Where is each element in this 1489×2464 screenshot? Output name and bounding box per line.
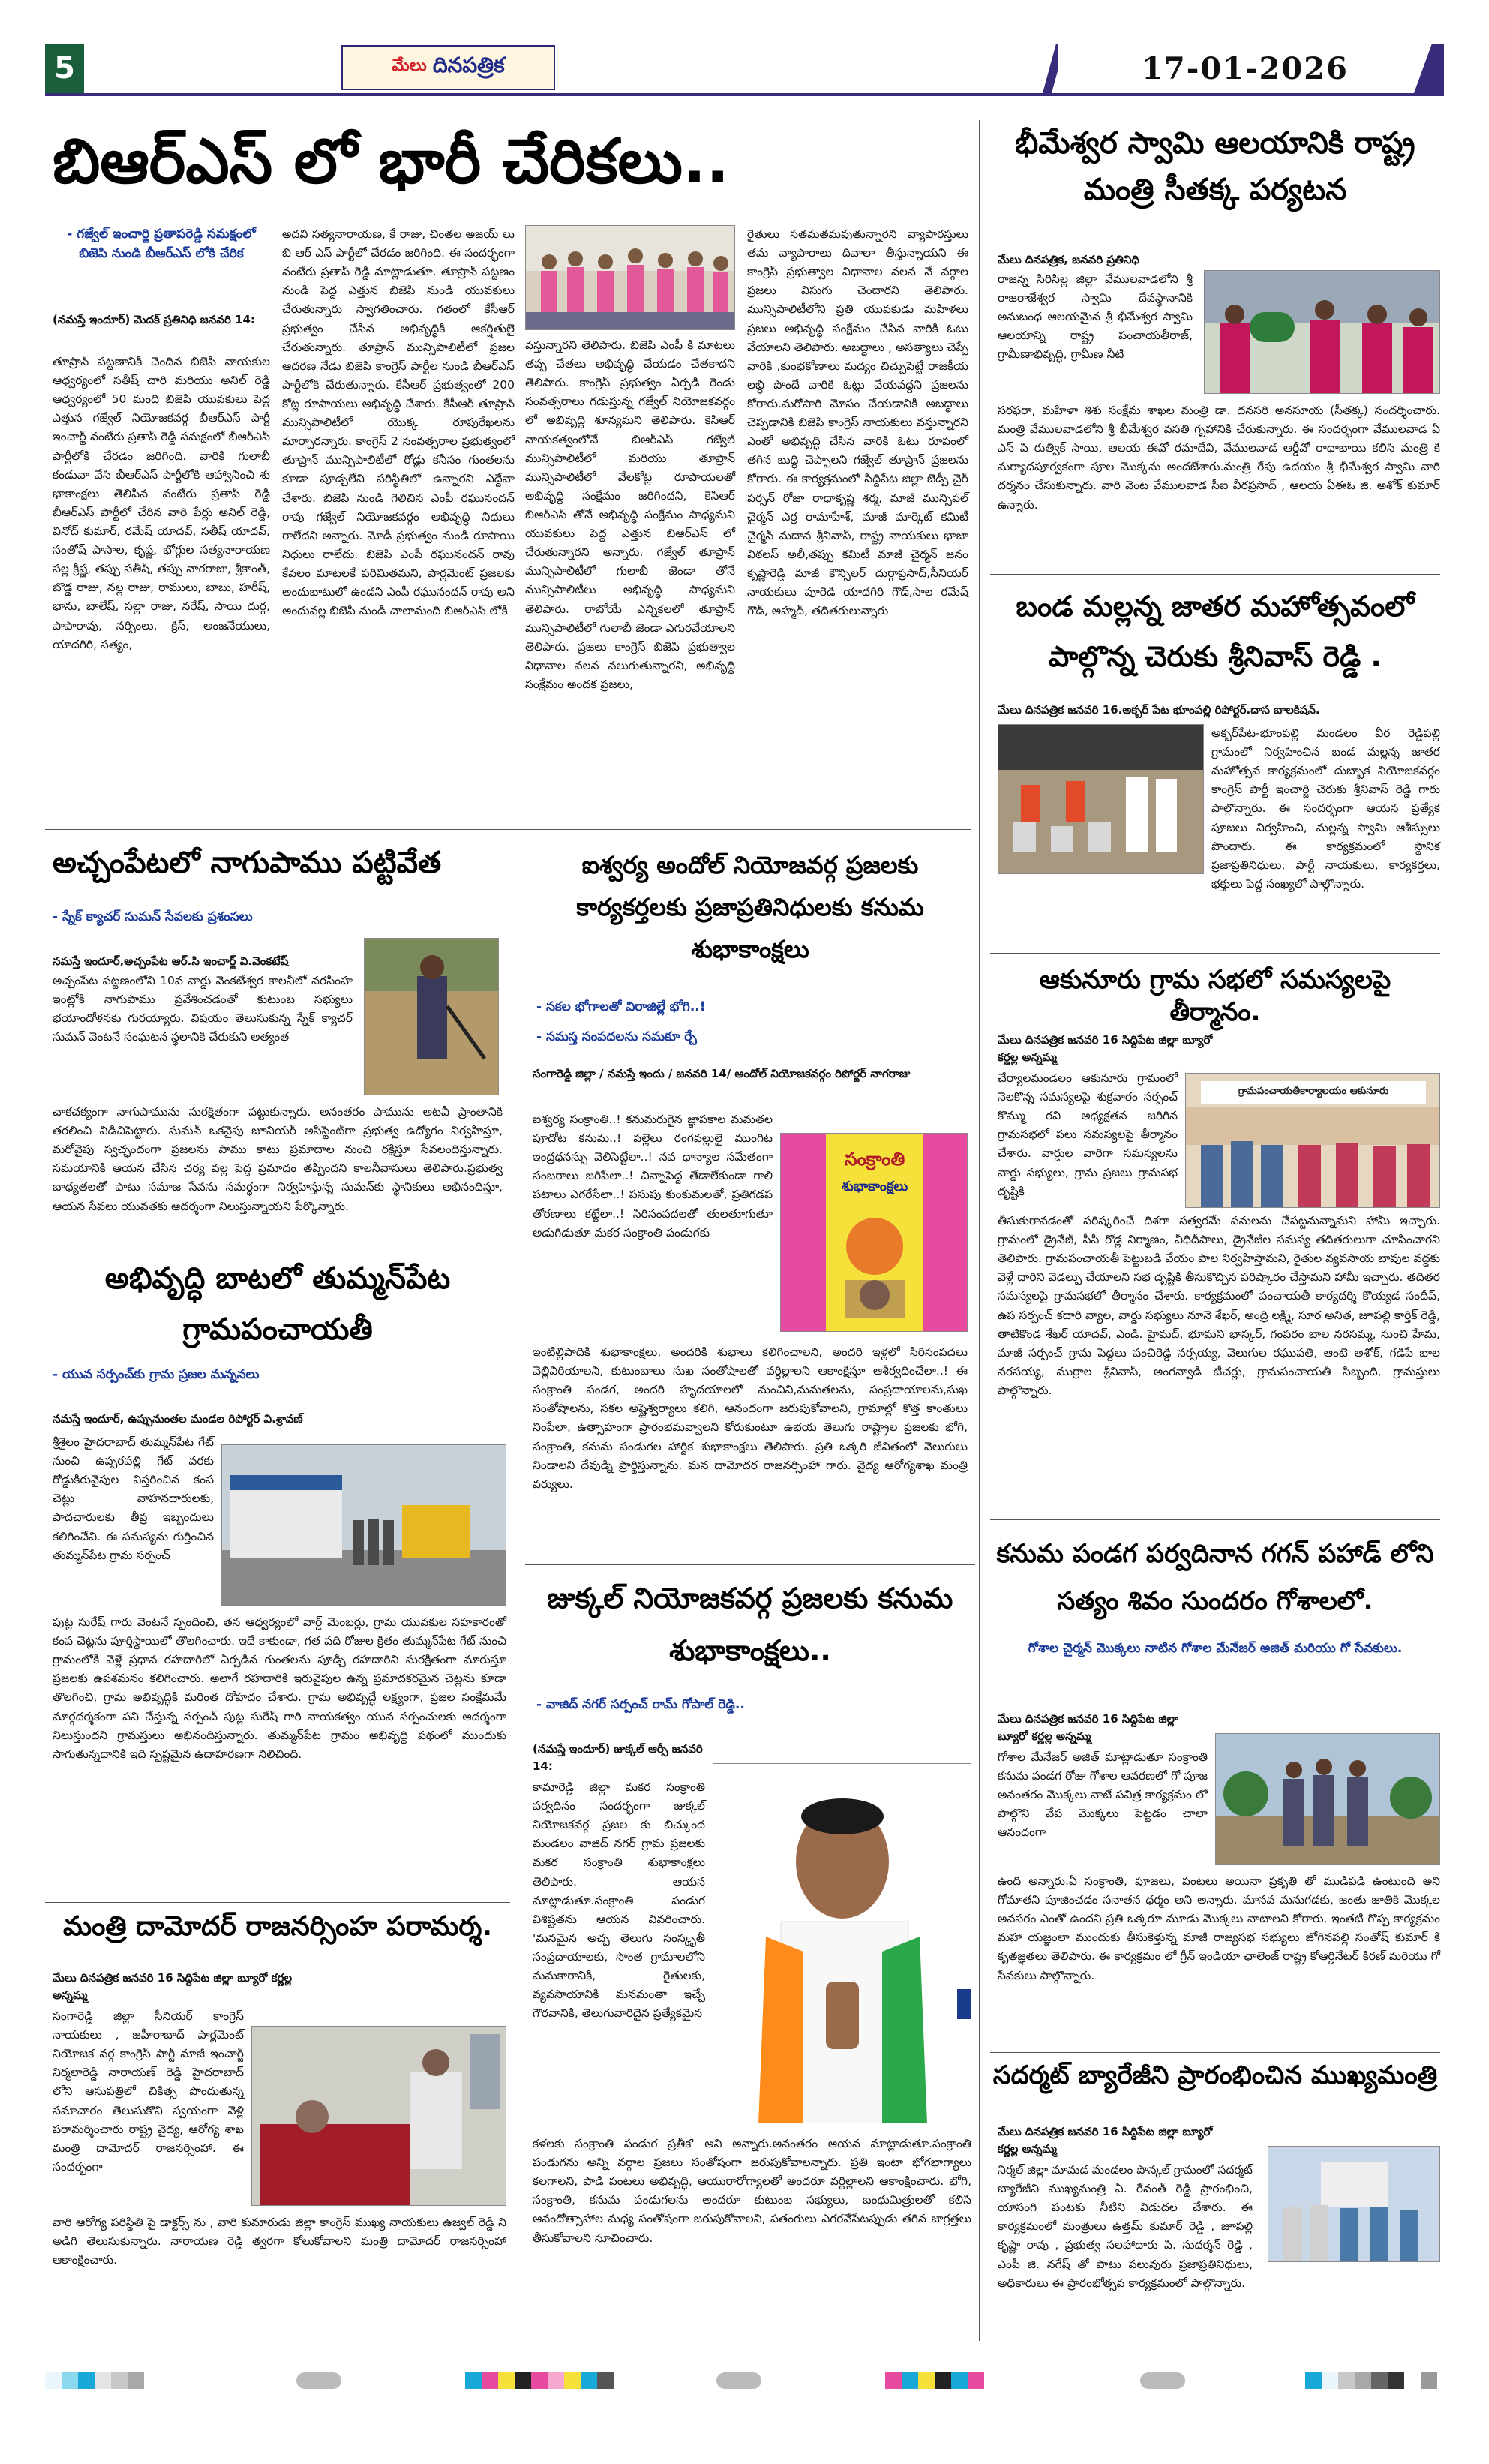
section-divider (45, 829, 971, 830)
gosala-headline: కనుమ పండగ పర్వదినాన గగన్ పహాడ్ లోని సత్యం శివం సుందరం గోశాలలో. (996, 1539, 1434, 1616)
header-rule (45, 93, 1444, 96)
main-subhead: - గజ్వేల్ ఇంచార్జి ప్రతాపరెడ్డి సమక్షంలో బిజెపి నుండి బీఆర్ఎస్ లోకి చేరిక (67, 227, 256, 261)
cm-headline: సదర్మట్ బ్యారేజీని ప్రారంభించిన ముఖ్యమంత్రి (992, 2060, 1438, 2090)
village-subhead: - యువ సర్పంచ్‌కు గ్రామ ప్రజల మన్ననలు (53, 1367, 260, 1382)
akunuru-headline: ఆకునూరు గ్రామ సభలో సమస్యలపై తీర్మానం. (1039, 965, 1391, 1027)
gosala-body-top: గోశాల మేనేజర్ అజిత్ మాట్లాడుతూ సంక్రాంతి కనుమ పండగ రోజు గోశాల ఆవరణలో గో పూజ అనంతరం మొక్కలు నాటే పవిత్ర కార్యక్రమం లో పాల్గొని వేప మొక్కలు పెట్టడం చాలా ఆనందంగా (998, 1750, 1208, 1840)
snake-photo (364, 938, 499, 1095)
section-divider (45, 1902, 510, 1903)
section-divider (525, 1564, 975, 1565)
snake-headline: అచ్చంపేటలో నాగుపాము పట్టివేత (53, 846, 442, 880)
minister-body-bottom: సరఫరా, మహిళా శిశు సంక్షేమ శాఖల మంత్రి డా. దనసరి అనసూయ (సీతక్క) సందర్శించారు. మంత్రి వేములవాడలోని శ్రీ భీమేశ్వర వసతి గృహానికి చేరుకున్నారు. ఈ సందర్భంగా వేములవాడ ఏ ఎస్ పి రుత్విక్ సాయి, ఆలయ ఈవో రమాదేవి, వేములవాడ ఆర్డీవో రాధాబాయి కలిసి మంత్రి కి మర్యాదపూర్వకంగా పూల మొక్కను అందజేశారు.మంత్రి రేపు ఉదయం శ్రీ భీమేశ్వర స్వామి వారి దర్శనం చేసుకున్నారు. వారి వెంట వేములవాడ సీఐ వీరప్రసాద్ , ఆలయ ఏఈఓ జి. అశోక్ కుమార్ ఉన్నారు. (998, 404, 1440, 512)
cm-body: నిర్మల్ జిల్లా మామడ మండలం పొన్కల్ గ్రామంలో సదర్మట్ బ్యారేజీని ముఖ్యమంత్రి ఏ. రేవంత్ రెడ్డి ప్రారంభించి, యాసంగి పంటకు నీటిని విడుదల చేశారు. ఈ కార్యక్రమంలో మంత్రులు ఉత్తమ్ కుమార్ రెడ్డి , జూపల్లి కృష్ణా రావు , ప్రభుత్వ సలహాదారు పి. సుదర్శన్ రెడ్డి , ఎంపీ జి. నగేష్ తో పాటు పలువురు ప్రజాప్రతినిధులు, అధికారులు ఈ ప్రారంభోత్సవ కార్యక్రమంలో పాల్గొన్నారు. (998, 2163, 1253, 2290)
page-header (45, 44, 1444, 96)
jukkal-subhead: - వాజిద్ నగర్ సర్పంచ్ రామ్ గోపాల్ రెడ్డి.. (536, 1697, 745, 1712)
section-divider (990, 1519, 1440, 1520)
column-divider (979, 120, 980, 2341)
minister-body-top: రాజన్న సిరిసిల్ల జిల్లా వేములవాడలోని శ్రీ రాజరాజేశ్వర స్వామి దేవస్థానానికి అనుబంధ ఆలయమైన శ్రీ భీమేశ్వర స్వామి ఆలయాన్ని రాష్ట్ర పంచాయతీరాజ్, గ్రామీణాభివృద్ధి, గ్రామీణ నీటి (998, 272, 1193, 362)
jukkal-portrait (713, 1763, 971, 2123)
andole-body-top: ఐశ్వర్య సంక్రాంతి..! కనుమరుగైన జ్ఞాపకాల మమతల పూదోట కనుమ..! పల్లెలు రంగవల్లులై ముంగిట ఇంద్రధనస్సు వెలిసెట్టేలా..! నవ ధాన్యాల సమేతంగా సంబరాలు జరిపేలా..! చిన్నాపెద్ద తేడాలేకుండా గాలి పటాలు ఎగరేసేలా..! పసుపు కుంకుమలతో, ప్రతిగడప తోరణాలు కట్టేలా..! సిరిసంపదలతో తులతూగుతూ అడుగిడుతూ మకర సంక్రాంతి పండుగకు (533, 1113, 773, 1240)
main-body-col4: రైతులు సతమతమవుతున్నారని వ్యాపారస్తులు తమ వ్యాపారాలు దివాలా తీస్తున్నాయని ఈ కాంగ్రెస్ ప్రభుత్వాల విధానాల వలన నే వర్గాల ప్రజలు విసుగు చెందారని తెలిపారు. మున్సిపాలిటీలోని ప్రతి యువకుడు మహిళలు ప్రజలు అభివృద్ధి సంక్షేమం చేసిన వారికి ఓటు వేయాలని తెలిపారు. అబద్ధాలు , అసత్యాలు చెప్పే వారికి ,కుంభకోణాలు మద్యం చిచ్చుపెట్టే రాజకీయ లబ్ధి పొందే వారికి ఓట్లు వేయవద్దని ప్రజలను కోరారు.మరోసారి మోసం చేయడానికి అబద్ధాలు చెప్పడానికి బిజెపి కాంగ్రెస్ నాయకులు వస్తున్నారని ఎంతో అభివృద్ధి చేసిన వారికి ఓటు రూపంలో తగిన బుద్ధి చెప్పాలని గజ్వేల్ తూప్రాన్ ప్రజలను కోరారు. ఈ కార్యక్రమంలో సిద్దిపేట జిల్లా జెడ్పీ చైర్ పర్సన్ రోజా రాధాకృష్ణ శర్మ, మాజీ మున్సిపల్ చైర్మన్ ఎర్ర రామాహేశ్, మాజీ మార్కెట్ కమిటీ చైర్మన్ మదాన శ్రీనివాస్, రాష్ట్ర నాయకులు భాజా విఠలస్ అలీ,తప్పు కమిటీ మాజీ చైర్మన్ జనం కృష్ణారెడ్డి మాజీ కౌన్సిలర్ దుర్గాప్రసాద్,సీనియర్ నాయకులు పూరెడి యాదగిరి గౌడ్,సాల రమేష్ గౌడ్, అహ్మద్, తదితరులున్నారు (747, 227, 968, 618)
masthead-logo-mark: మేలు (392, 56, 427, 75)
cm-byline: మేలు దినపత్రిక జనవరి 16 సిద్దిపేట జిల్లా బ్యూరో కర్ణల్ల అన్నమ్మ (998, 2125, 1213, 2156)
andole-headline: ఐశ్వర్య అందోల్ నియోజవర్గ ప్రజలకు కార్యకర్తలకు ప్రజాప్రతినిధులకు కనుమ శుభాకాంక్షలు (576, 851, 924, 963)
registration-pill (296, 2372, 341, 2389)
jukkal-headline: జుక్కల్ నియోజకవర్గ ప్రజలకు కనుమ శుభాకాంక్షలు.. (547, 1582, 953, 1668)
color-registration-strip (885, 2372, 984, 2389)
main-body-col3: వస్తున్నారని తెలిపారు. బిజెపి ఎంపీ కి మాటలు తప్ప చేతలు అభివృద్ధి చేయడం చేతకాదని తెలిపారు. కాంగ్రెస్ ప్రభుత్వం ఏర్పడి రెండు సంవత్సరాలు గడుస్తున్న గజ్వేల్ నియోజకవర్గం లో అభివృద్ధి శూన్యమని తెలిపారు. కెసిఆర్ నాయకత్వంలోనే బిఆర్ఎస్ గజ్వేల్ మున్సిపాలిటీలో మరియు తూప్రాన్ మున్సిపాలిటీలో వేలకోట్ల రూపాయలతో అభివృద్ధి సంక్షేమం జరిగిందని, కెసిఆర్ బిఆర్ఎస్ తోనే అభివృద్ధి సంక్షేమం సాధ్యమని యువకులు పెద్ద ఎత్తున బిఆర్ఎస్ లో చేరుతున్నారని అన్నారు. గజ్వేల్ తూప్రాన్ మున్సిపాలిటీలో గులాబీ జెండా తోనే మున్సిపాలిటీలు అభివృద్ధి సాధ్యమని తెలిపారు. రాబోయే ఎన్నికలలో తూప్రాన్ మున్సిపాలిటీలో గులాబీ జెండా ఎగురవేయాలని తెలిపారు. ప్రజలు కాంగ్రెస్ బిజెపి ప్రభుత్వాల విధానాల వలన నలుగుతున్నారని, అభివృద్ధి సంక్షేమం అందక ప్రజలు, (525, 338, 735, 691)
snake-body-bottom: చాకచక్యంగా నాగుపామును సురక్షితంగా పట్టుకున్నారు. అనంతరం పామును అటవీ ప్రాంతానికి తరలించి విడిచిపెట్టారు. సుమన్ ఒకవైపు జూనియర్ అసిస్టెంట్‌గా ప్రభుత్వ ఉద్యోగం నిర్వహిస్తూ, మరోవైపు స్వచ్ఛందంగా ప్రజలను పాము కాటు ప్రమాదాల నుంచి రక్షిస్తూ సేవలందిస్తున్నారు. సమయానికి ఆయన చేసిన చర్య వల్ల పెద్ద ప్రమాదం తప్పిందని కాలనీవాసులు తెలిపారు.ప్రభుత్వ బాధ్యతలతో పాటు సమాజ సేవను సమర్థంగా నిర్వహిస్తున్న సుమన్‌కు స్థానికులు అభినందిస్తూ, ఆయన సేవలు యువతకు ఆదర్శంగా నిలుస్తున్నాయని పేర్కొన్నారు. (53, 1105, 503, 1213)
village-body-bottom: పుట్ల సురేష్ గారు వెంటనే స్పందించి, తన ఆధ్వర్యంలో వార్డ్ మెంబర్లు, గ్రామ యువకుల సహకారంతో కంప చెట్లను పూర్తిస్థాయిలో తొలగించారు. ఇదే కాకుండా, గత పది రోజుల క్రితం తుమ్మన్‌పేట గేట్ నుంచి గ్రామంలోకి వెళ్లే ప్రధాన రహదారిలో ఏర్పడిన గుంతలను పూడ్చి రహదారిని సురక్షితంగా మారుస్తూ ప్రజలకు ఉపశమనం కలిగించారు. అలాగే రహదారికి ఇరువైపుల ఉన్న ప్రమాదకరమైన చెట్లను కూడా తొలగించి, గ్రామ అభివృద్ధికి మరింత దోహదం చేశారు. గ్రామ అభివృద్ధే లక్ష్యంగా, ప్రజల సంక్షేమమే మార్గదర్శకంగా పని చేస్తున్న సర్పంచ్ పుట్ల సురేష్ గారి నాయకత్వం యువ సర్పంచులకు ఆదర్శంగా నిలుస్తుందని గ్రామస్తులు అభినందిస్తున్నారు. తుమ్మన్‌పేట గ్రామం అభివృద్ధి పథంలో ముందుకు సాగుతున్నదానికి ఇది స్పష్టమైన ఉదాహరణగా నిలిచింది. (53, 1615, 506, 1761)
andole-body-bottom: ఇంటిల్లిపాదికి శుభాకాంక్షలు, అందరికి శుభాలు కలిగించాలని, అందరి ఇళ్లలో సిరిసంపదలు వెల్లివిరియాలని, కుటుంబాలు సుఖ సంతోషాలతో వర్ధిల్లాలని ఆకాంక్షిస్తూ ఆశీర్వదించేలా..! ఈ సంక్రాంతి పండగ, అందరి హృదయాలలో మంచిని,మమతలను, సంప్రదాయాలను,సుఖ సంతోషాలను, సకల అష్టైశ్వర్యాలు కలిగి, ఆనందంగా జరుపుకోవాలని, గ్రామాల్లో కొత్త కాంతులు నింపేలా, ఉత్సాహంగా ప్రారంభమవ్వాలని కోరుకుంటూ ఉభయ తెలుగు రాష్ట్రాల ప్రజలకు భోగి, సంక్రాంతి, కనుమ పండుగల హార్దిక శుభాకాంక్షలు తెలిపారు. ప్రతి ఒక్కరి జీవితంలో వెలుగులు నిండాలని దేవుడ్ని ప్రార్థిస్తున్నాను. మన దామోదర రాజనర్సింహా గారు. వైద్య ఆరోగ్యశాఖ మంత్రి వర్యులు. (533, 1345, 968, 1491)
minister-headline: భీమేశ్వర స్వామి ఆలయానికి రాష్ట్ర మంత్రి సీతక్క పర్యటన (1015, 126, 1415, 207)
masthead-name: దినపత్రిక (432, 53, 505, 77)
damodar-photo (251, 2026, 506, 2206)
andole-byline: సంగారెడ్డి జిల్లా / నమస్తే ఇందు / జనవరి 14/ ఆందోల్ నియోజకవర్గం రిపోర్టర్ నాగరాజు (533, 1067, 911, 1080)
village-headline: అభివృద్ధి బాటలో తుమ్మన్‌పేట గ్రామపంచాయతీ (104, 1261, 451, 1347)
jathara-photo (998, 724, 1204, 874)
jukkal-byline: (నమస్తే ఇందూర్) జుక్కల్ ఆర్సీ జనవరి 14: (533, 1742, 703, 1774)
andole-poster-greet: శుభాకాంక్షలు (841, 1179, 908, 1194)
section-divider (990, 2052, 1440, 2053)
akunuru-photo-sign: గ్రామపంచాయతీకార్యాలయం ఆకునూరు (1238, 1086, 1389, 1097)
minister-byline: మేలు దినపత్రిక, జనవరి ప్రతినిధి (998, 253, 1139, 266)
registration-pill (716, 2372, 761, 2389)
jathara-byline: మేలు దినపత్రిక జనవరి 16.అక్బర్ పేట భూంపల్లి రిపోర్టర్.దాస బాలకిషన్. (998, 703, 1320, 717)
damodar-body-bottom: వారి ఆరోగ్య పరిస్థితి పై డాక్టర్స్ ను , వారి కుమారుడు జిల్లా కాంగ్రెస్ ముఖ్య నాయకులు ఉజ్వల్ రెడ్డి ని అడిగి తెలుసుకున్నారు. నారాయణ రెడ్డి త్వరగా కోలుకోవాలని మంత్రి దామోదర్ రాజనర్సింహా ఆకాంక్షించారు. (53, 2216, 506, 2267)
gosala-subhead: గోశాల చైర్మన్ మొక్కలు నాటిన గోశాల మేనేజర్ అజిత్ మరియు గో సేవకులు. (1028, 1641, 1403, 1656)
issue-date: 17-01-2026 (1058, 44, 1433, 93)
jukkal-body-bottom: కళలకు సంక్రాంతి పండుగ ప్రతీక' అని అన్నారు.అనంతరం ఆయన మాట్లాడుతూ.సంక్రాంతి పండుగను అన్ని వర్గాల ప్రజలు సంతోషంగా జరుపుకోవాలన్నారు. ప్రతి ఇంటా భోగభాగ్యాలు కలగాలని, పాడి పంటలు అభివృద్ధి, ఆయురారోగ్యాలతో అందరూ వర్ధిల్లాలని ఆకాంక్షించారు. భోగి, సంక్రాంతి, కనుమ పండుగలను అందరూ కుటుంబ సభ్యులు, బంధుమిత్రులతో కలిసి ఆనందోత్సాహాల మధ్య సంతోషంగా జరుపుకోవాలని, పతంగులు ఎగరవేసేటప్పుడు తగిన జాగ్రత్తలు తీసుకోవాలని సూచించారు. (533, 2137, 971, 2245)
gosala-photo (1215, 1733, 1440, 1865)
damodar-body-top: సంగారెడ్డి జిల్లా సీనియర్ కాంగ్రెస్ నాయకులు , జహీరాబాద్ పార్లమెంట్ నియోజక వర్గ కాంగ్రెస్ పార్టీ మాజీ ఇంచార్జ్ నిర్మలారెడ్డి నారాయణ్ రెడ్డి హైదరాబాద్ లోని ఆసుపత్రిలో చికిత్స పొందుతున్న సమాచారం తెలుసుకొని స్వయంగా వెళ్లి పరామర్శించారు రాష్ట్ర వైద్య, ఆరోగ్య శాఖ మంత్రి దామోదర్ రాజనర్సింహా. ఈ సందర్భంగా (53, 2009, 244, 2174)
main-photo (525, 225, 735, 330)
andole-poster-title: సంక్రాంతి (844, 1149, 905, 1170)
color-registration-strip (45, 2372, 144, 2389)
color-registration-strip (465, 2372, 614, 2389)
snake-byline: నమస్తే ఇందూర్,అచ్చంపేట ఆర్.సి ఇంచార్జ్ వి.వెంకటేష్ (53, 954, 289, 968)
jukkal-body-top: కామారెడ్డి జిల్లా మకర సంక్రాంతి పర్వదినం సందర్భంగా జుక్కల్ నియోజకవర్గ ప్రజల కు బిచ్కుంద మండలం వాజిద్ నగర్ గ్రామ ప్రజలకు మకర సంక్రాంతి శుభాకాంక్షలు తెలిపారు. ఆయన మాట్లాడుతూ.సంక్రాంతి పండుగ విశిష్టతను ఆయన వివరించారు. 'మనమైన అచ్చ తెలుగు సంస్కృతీ సంప్రదాయాలకు, సొంత గ్రామాలలోని మమకారానికి, రైతులకు, వ్యవసాయానికి మనమంతా ఇచ్చే గౌరవానికి, తెలుగువారిదైన ప్రత్యేకమైన (533, 1780, 705, 2021)
akunuru-byline: మేలు దినపత్రిక జనవరి 16 సిద్దిపేట జిల్లా బ్యూరో కర్ణల్ల అన్నమ్మ (998, 1033, 1213, 1065)
village-body-top: శ్రీశైలం హైదరాబాద్ తుమ్మన్‌పేట గేట్ నుంచి ఉప్పరపల్లి గేట్ వరకు రోడ్డుకిరువైపుల విస్తరించిన కంప చెట్లు వాహనదారులకు, పాదచారులకు తీవ్ర ఇబ్బందులు కలిగించేవి. ఈ సమస్యను గుర్తించిన తుమ్మన్‌పేట గ్రామ సర్పంచ్ (53, 1435, 214, 1562)
village-photo (221, 1444, 506, 1606)
andole-sub2: - సమస్త సంపదలను సమకూ ర్చే (536, 1029, 697, 1044)
snake-body-top: అచ్చంపేట పట్టణంలోని 10వ వార్డు వెంకటేశ్వర కాలనీలో నరసింహ ఇంట్లోకి నాగుపాము ప్రవేశించడంతో కుటుంబ సభ్యులు భయాందోళనకు గురయ్యారు. విషయం తెలుసుకున్న స్నేక్ క్యాచర్ సుమన్ వెంటనే సంఘటన స్థలానికి చేరుకుని అత్యంత (53, 974, 353, 1044)
andole-poster (780, 1133, 968, 1332)
main-body-col2: అదవి సత్యనారాయణ, కే రాజు, చింతల అజయ్ లు బి ఆర్ ఎస్ పార్టీలో చేరడం జరిగింది. ఈ సందర్భంగా వంటేరు ప్రతాప్ రెడ్డి మాట్లాడుతూ. తూప్రాన్ పట్టణం నుండి పెద్ద ఎత్తున బిజెపి నుండి యువకులు చేరుతున్నారు స్వాగతించారు. గతంలో కేసీఆర్ ప్రభుత్వం చేసిన అభివృద్ధికి ఆకర్షితులై చేరుతున్నారు. తూప్రాన్ మున్సిపాలిటీలో ప్రజల ఆదరణ నేడు బిజెపి కాంగ్రెస్ పార్టీల నుండి బీఆర్ఎస్ పార్టీలోకి చేరుతున్నారు. కేసీఆర్ ప్రభుత్వంలో 200 కోట్ల రూపాయలు అభివృద్ధి చేశారు. కేసీఆర్ తూప్రాన్ మున్సిపాలిటీలో యొక్క రూపురేఖలను మార్చారన్నారు. కాంగ్రెస్ 2 సంవత్సరాల ప్రభుత్వంలో తూప్రాన్ మున్సిపాలిటీలో రోడ్లు కనీసం గుంతలను కూడా పూడ్చలేని పరిస్థితిలో ఉన్నారని ఎద్దేవా చేశారు. బిజెపి నుండి గెలిచిన ఎంపీ రఘునందన్ రావు గజ్వేల్ నియోజకవర్గం అభివృద్ధి నిధులు రాలేదని అన్నారు. మోడీ ప్రభుత్వం నుండి రూపాయి నిధులు రాలేదు. బిజెపి ఎంపీ రఘునందన్ రావు కేవలం మాటలకే పరిమితమని, పార్లమెంట్ ప్రజలకు అందుబాటులో ఉండని ఎంపీ రఘునందన్ రావు అని అందువల్ల బిజెపి నుండి చాలామంది బిఆర్ఎస్ లోకి (282, 227, 515, 618)
color-registration-strip (1305, 2372, 1437, 2389)
akunuru-body-top: చేర్యాలమండలం ఆకునూరు గ్రామంలో నెలకొన్న సమస్యలపై శుక్రవారం సర్పంచ్ కొమ్ము రవి అధ్యక్షతన జరిగిన గ్రామసభలో పలు సమస్యలపై తీర్మానం చేశారు. వార్డుల వారిగా సమస్యలను వార్డు సభ్యులు, గ్రామ ప్రజలు గ్రామసభ దృష్టికి (998, 1071, 1178, 1198)
snake-subhead: - స్నేక్ క్యాచర్ సుమన్ సేవలకు ప్రశంసలు (53, 909, 253, 924)
registration-pill (1140, 2372, 1185, 2389)
main-headline: బిఆర్ఎస్ లో భారీ చేరికలు.. (53, 126, 730, 197)
cm-photo (1268, 2146, 1440, 2262)
andole-sub1: - సకల భోగాలతో విరాజిల్లే భోగి..! (536, 999, 706, 1014)
gosala-body-bottom: ఉంది అన్నారు.ఏ సంక్రాంతి, పూజలు, పంటలు అయినా ప్రకృతి తో ముడిపడి ఉంటుంది అని గోమాతని పూజించడం సనాతన ధర్మం అని అన్నారు. మానవ మనుగడకు, జంతు జాతికి మొక్కల అవసరం ఎంతో ఉందని ప్రతి ఒక్కరూ మూడు మొక్కలు నాటాలని కోరారు. ఇంతటి గొప్ప కార్యక్రమం మహా యజ్ఞంలా ముందుకు తీసుకెళ్తున్న మాజీ రాజ్యసభ సభ్యులు జోగినపల్లి సంతోష్ కుమార్ కి కృతజ్ఞతలు తెలిపారు. ఈ కార్యక్రమం లో గ్రీన్ ఇండియా ఛాలెంజ్ రాష్ట్ర కోఆర్డినేటర్ కిరణ్ మరియు గో సేవకులు పాల్గొన్నారు. (998, 1874, 1440, 1982)
section-divider (990, 574, 1440, 575)
jathara-headline: బండ మల్లన్న జాతర మహోత్సవంలో పాల్గొన్న చెరుకు శ్రీనివాస్ రెడ్డి . (1016, 590, 1415, 673)
akunuru-body-bottom: తీసుకురావడంతో పరిష్కరించే దిశగా సత్వరమే పనులను చేపట్టనున్నామని హామీ ఇచ్చారు. గ్రామంలో డ్రైనేజ్, సీసీ రోడ్ల నిర్మాణం, వీధిదీపాలు, డ్రైనేజీల సమస్య తదితరులుగా చూపించారని తెలిపారు. గ్రామపంచాయతీ పెట్టుబడి వేయం పాల నిర్వహిస్తామని, రైతుల వ్యవసాయ బావుల వద్దకు వెళ్లే దారిని వెడల్పు చేయాలని సభ దృష్టికి తీసుకొచ్చిన పరిష్కారం చేస్తామని హామీ ఇచ్చారు. తదితర సమస్యలపై గ్రామసభలో తీర్మానం చేశారు. కార్యక్రమంలో పంచాయతీ కార్యదర్శి కొయ్యడ సందీప్, ఉప సర్పంచ్ కదారి వ్యాల, వార్డు సభ్యులు నూనె శేఖర్, అంద్రి లక్ష్మి, సూర అనిత, జూపల్లి కార్తిక్ రెడ్డి, తాటికొండ శేఖర్ యాదవ్, ఎండి. హైమద్, భూమని భాస్కర్, గంపరం బాల నరసమ్మ, సుంచి హేమ, మాజీ సర్పంచ్ గ్రామ పెద్దలు పంచిరెడ్డి నర్సయ్య, వెలుగుల రఘుపతి, ఆంటె అశోక్, గడిపే బాల నరసయ్య, ముర్రాల శ్రీనివాస్, అంగన్వాడి టీచర్లు, గ్రామపంచాయతీ సిబ్బంది, గ్రామస్తులు పాల్గొన్నారు. (998, 1214, 1440, 1397)
gosala-byline: మేలు దినపత్రిక జనవరి 16 సిద్దిపేట జిల్లా బ్యూరో కర్ణల్ల అన్నమ్మ (998, 1712, 1179, 1744)
village-byline: నమస్తే ఇందూర్, ఉప్పునుంతల మండల రిపోర్టర్ వి.శ్రావణ్ (53, 1412, 303, 1426)
jathara-body: అక్బర్‌పేట-భూంపల్లి మండలం వీర రెడ్డిపల్లి గ్రామంలో నిర్వహించిన బండ మల్లన్న జాతర మహోత్సవ కార్యక్రమంలో దుబ్బాక నియోజకవర్గం కాంగ్రెస్ పార్టీ ఇంచార్జి చెరుకు శ్రీనివాస్ రెడ్డి గారు పాల్గొన్నారు. ఈ సందర్భంగా ఆయన ప్రత్యేక పూజలు నిర్వహించి, మల్లన్న స్వామి ఆశీస్సులు పొందారు. ఈ కార్యక్రమంలో స్థానిక ప్రజాప్రతినిధులు, పార్టీ నాయకులు, కార్యకర్తలు, భక్తులు పెద్ద సంఖ్యలో పాల్గొన్నారు. (1211, 726, 1440, 891)
main-body-col1: తూప్రాన్ పట్టణానికి చెందిన బిజెపి నాయకుల ఆధ్వర్యంలో సతీష్ చారి మరియు అనిల్ రెడ్డి ఆధ్వర్యంలో 50 మంది బిజెపి యువకులు పెద్ద ఎత్తున గజ్వేల్ నియోజకవర్గ బీఆర్ఎస్ పార్టీ ఇంచార్జ్ వంటేరు ప్రతాప్ రెడ్డి సమక్షంలో బీఆర్ఎస్ పార్టీలోకి చేరడం జరిగింది. వారికి గులాబీ కండువా వేసి బీఆర్ఎస్ పార్టీలోకి ఆహ్వానించి శు భాకాంక్షలు తెలిపిన వంటేరు ప్రతాప్ రెడ్డి బీఆర్ఎస్ పార్టీలో చేరిన వారి పేర్లు అనిల్ రెడ్డి, వినోద్ కుమార్, రమేష్ యాదవ్, సతీష్ యాదవ్, సంతోష్ పాసాల, కృష్ణ, భోగ్గుల సత్యనారాయణ సల్ల క్రిష్ణ, తప్పు సతీష్, తప్పు నాగరాజు, శ్రీకాంత్, బొడ్డ రాజు, నల్ల రాజు, రాములు, బాబు, హరీష్, భాను, బాలేష్, సల్లా రాజు, నరేష్, సాయి దుర్గ, పాపారావు, నర్సింలు, క్రిస్, అంజనేయులు, యాదగిరి, సత్యం, (53, 355, 270, 651)
main-byline: (నమస్తే ఇందూర్) మెదక్ ప్రతినిధి జనవరి 14: (53, 313, 255, 326)
minister-photo (1204, 270, 1440, 394)
damodar-headline: మంత్రి దామోదర్ రాజనర్సింహ పరామర్శ. (62, 1911, 492, 1942)
masthead-logo (341, 45, 555, 90)
damodar-byline: మేలు దినపత్రిక జనవరి 16 సిద్దిపేట జిల్లా బ్యూరో కర్ణల్ల అన్నమ్మ (53, 1971, 293, 2003)
akunuru-photo (1185, 1073, 1440, 1208)
section-divider (990, 953, 1440, 954)
page-number: 5 (45, 44, 84, 93)
